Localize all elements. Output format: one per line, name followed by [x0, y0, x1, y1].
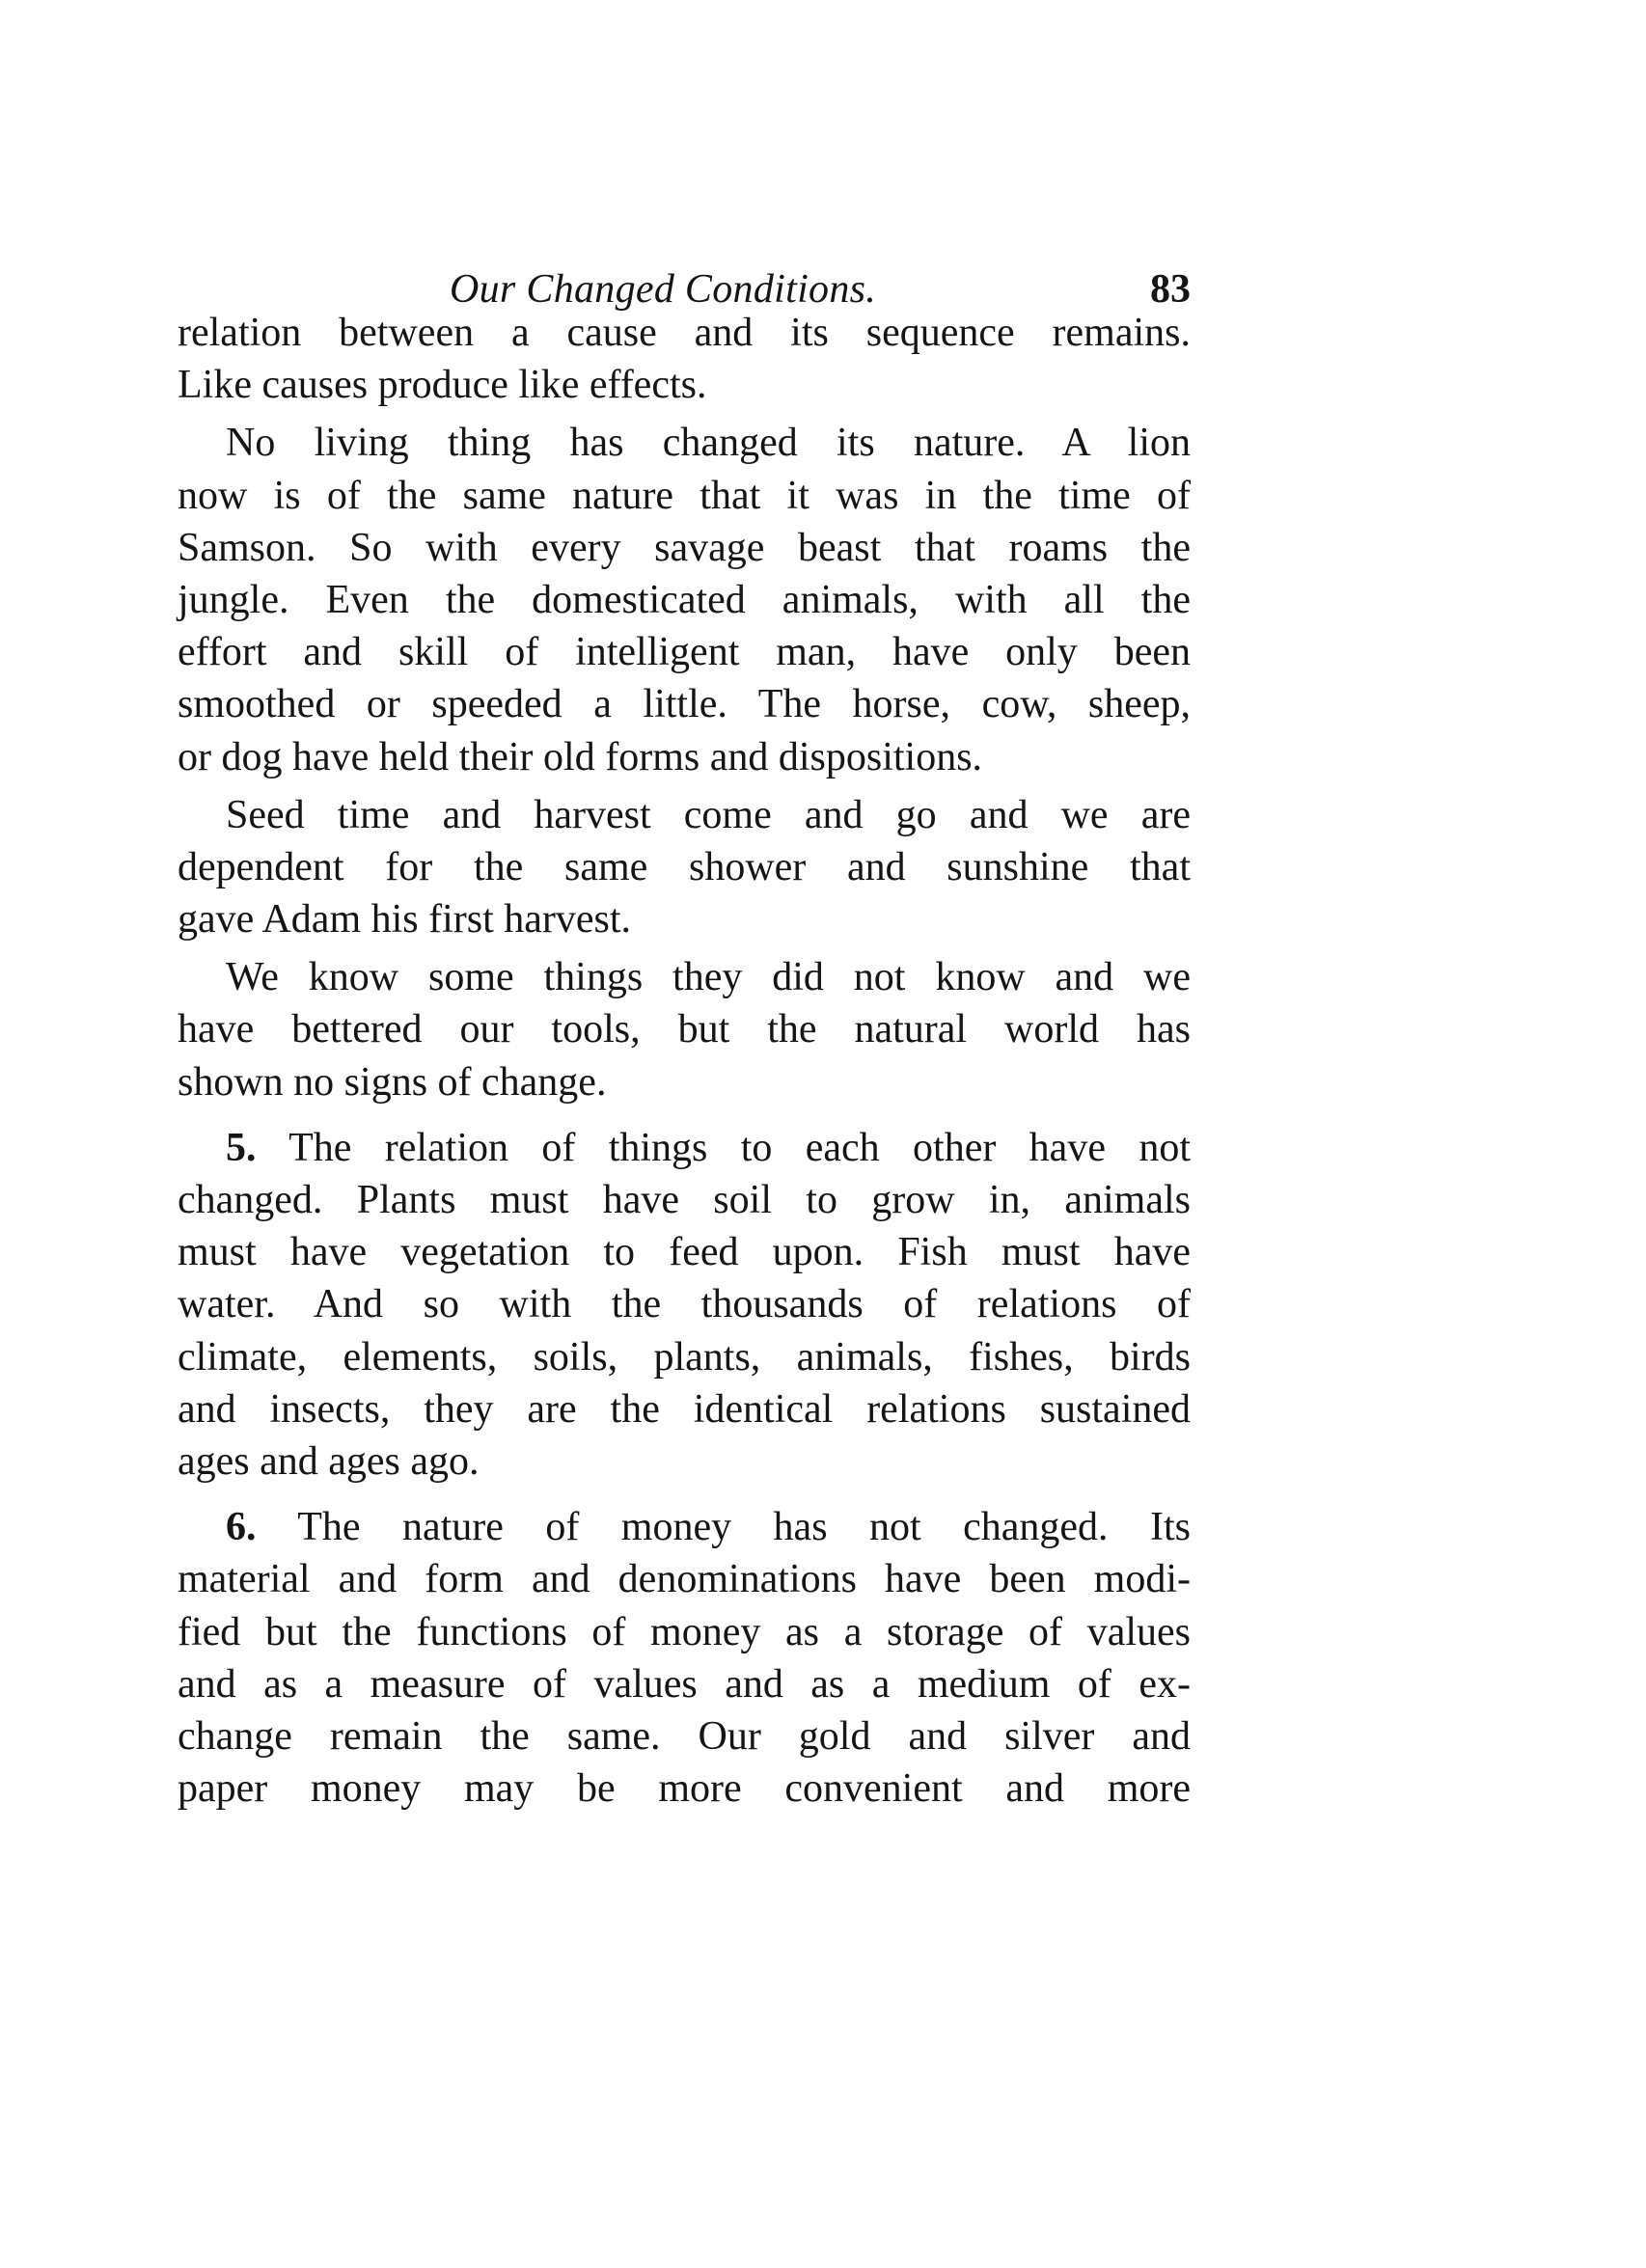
text-line: jungle. Even the domesticated animals, with all the [178, 577, 1191, 622]
running-title: Our Changed Conditions. [450, 267, 877, 312]
text-line: shown no signs of change. [178, 1059, 607, 1105]
text-line [178, 1122, 1191, 1174]
text-line: Samson. So with every savage beast that roams the [178, 525, 1191, 570]
paragraph-3 [178, 789, 1191, 946]
text-line: Like causes produce like effects. [178, 363, 707, 408]
text-line: fied but the functions of money as a storage of values [178, 1609, 1191, 1654]
paragraph-4 [178, 951, 1191, 1108]
first-line-text: The relation of things to each other have not [288, 1125, 1191, 1170]
text-line: change remain the same. Our gold and silver and [178, 1713, 1191, 1759]
text-line: now is of the same nature that it was in the time of [178, 473, 1191, 518]
text-line: have bettered our tools, but the natural world has [178, 1007, 1191, 1052]
text-line: climate, elements, soils, plants, animals, fishes, birds [178, 1334, 1191, 1380]
paragraph-2 [178, 417, 1191, 782]
paragraph-1 [178, 307, 1191, 411]
text-line: gave Adam his first harvest. [178, 897, 632, 943]
paragraph-6 [178, 1501, 1191, 1815]
text-line: changed. Plants must have soil to grow in, animals [178, 1178, 1191, 1222]
text-line [178, 1501, 1191, 1553]
text-line: We know some things they did not know and we [226, 955, 1191, 1000]
page-number: 83 [1150, 267, 1191, 312]
text-line: smoothed or speeded a little. The horse, cow, sheep, [178, 682, 1191, 727]
text-line: or dog have held their old forms and dispositions. [178, 734, 983, 779]
text-line: ages and ages ago. [178, 1438, 480, 1484]
text-line: and as a measure of values and as a medium of ex- [178, 1661, 1191, 1707]
text-line: Seed time and harvest come and go and we are [226, 792, 1191, 837]
section-number: 5. [226, 1125, 257, 1170]
text-line: water. And so with the thousands of relations of [178, 1282, 1191, 1327]
body-text [178, 307, 1191, 1815]
text-line: material and form and denominations have been modi- [178, 1557, 1191, 1602]
text-line: effort and skill of intelligent man, have only been [178, 630, 1191, 675]
text-line: paper money may be more convenient and more [178, 1766, 1191, 1812]
text-line: dependent for the same shower and sunshine that [178, 844, 1191, 889]
text-line: and insects, they are the identical relations sustained [178, 1386, 1191, 1432]
section-number: 6. [226, 1505, 257, 1550]
text-line: must have vegetation to feed upon. Fish must have [178, 1230, 1191, 1275]
first-line-text: The nature of money has not changed. Its [297, 1505, 1191, 1550]
text-line: relation between a cause and its sequence remains. [178, 311, 1191, 355]
paragraph-5 [178, 1122, 1191, 1488]
text-line: No living thing has changed its nature. A lion [226, 421, 1191, 466]
